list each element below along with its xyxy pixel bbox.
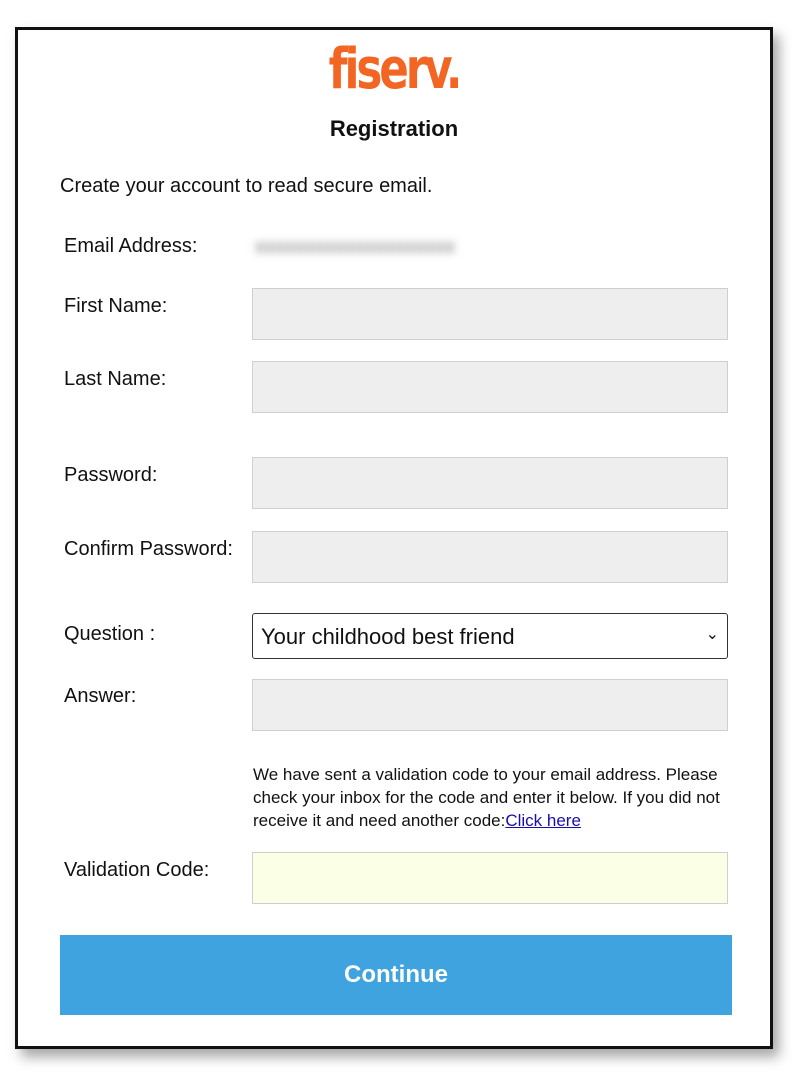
intro-text: Create your account to read secure email.: [60, 175, 433, 197]
validation-notice-text: We have sent a validation code to your email address. Please check your inbox for the code and enter it below. If you did not receive it and need another code:: [253, 765, 720, 830]
confirm-password-input[interactable]: [252, 531, 728, 583]
email-value: xxxxxxxxxxxxxxxxxxxx: [255, 236, 455, 258]
password-input[interactable]: [252, 457, 728, 509]
email-label: Email Address:: [64, 235, 198, 257]
password-label: Password:: [64, 464, 158, 486]
confirm-password-label: Confirm Password:: [64, 538, 233, 560]
resend-code-link[interactable]: Click here: [505, 811, 581, 830]
last-name-label: Last Name:: [64, 368, 167, 390]
first-name-label: First Name:: [64, 295, 168, 317]
security-question-value: Your childhood best friend: [261, 624, 515, 649]
chevron-down-icon: ⌄: [705, 626, 719, 643]
last-name-input[interactable]: [252, 361, 728, 413]
validation-notice: [253, 763, 733, 832]
question-label: Question :: [64, 623, 156, 645]
security-question-select[interactable]: [252, 613, 728, 659]
page-title: Registration: [329, 116, 459, 141]
fiserv-logo: fiserv.: [328, 37, 460, 102]
continue-button[interactable]: Continue: [60, 935, 732, 1015]
first-name-input[interactable]: [252, 288, 728, 340]
validation-code-label: Validation Code:: [64, 859, 210, 881]
validation-code-input[interactable]: [252, 852, 728, 904]
registration-panel: [15, 27, 773, 1049]
answer-label: Answer:: [64, 685, 137, 707]
answer-input[interactable]: [252, 679, 728, 731]
